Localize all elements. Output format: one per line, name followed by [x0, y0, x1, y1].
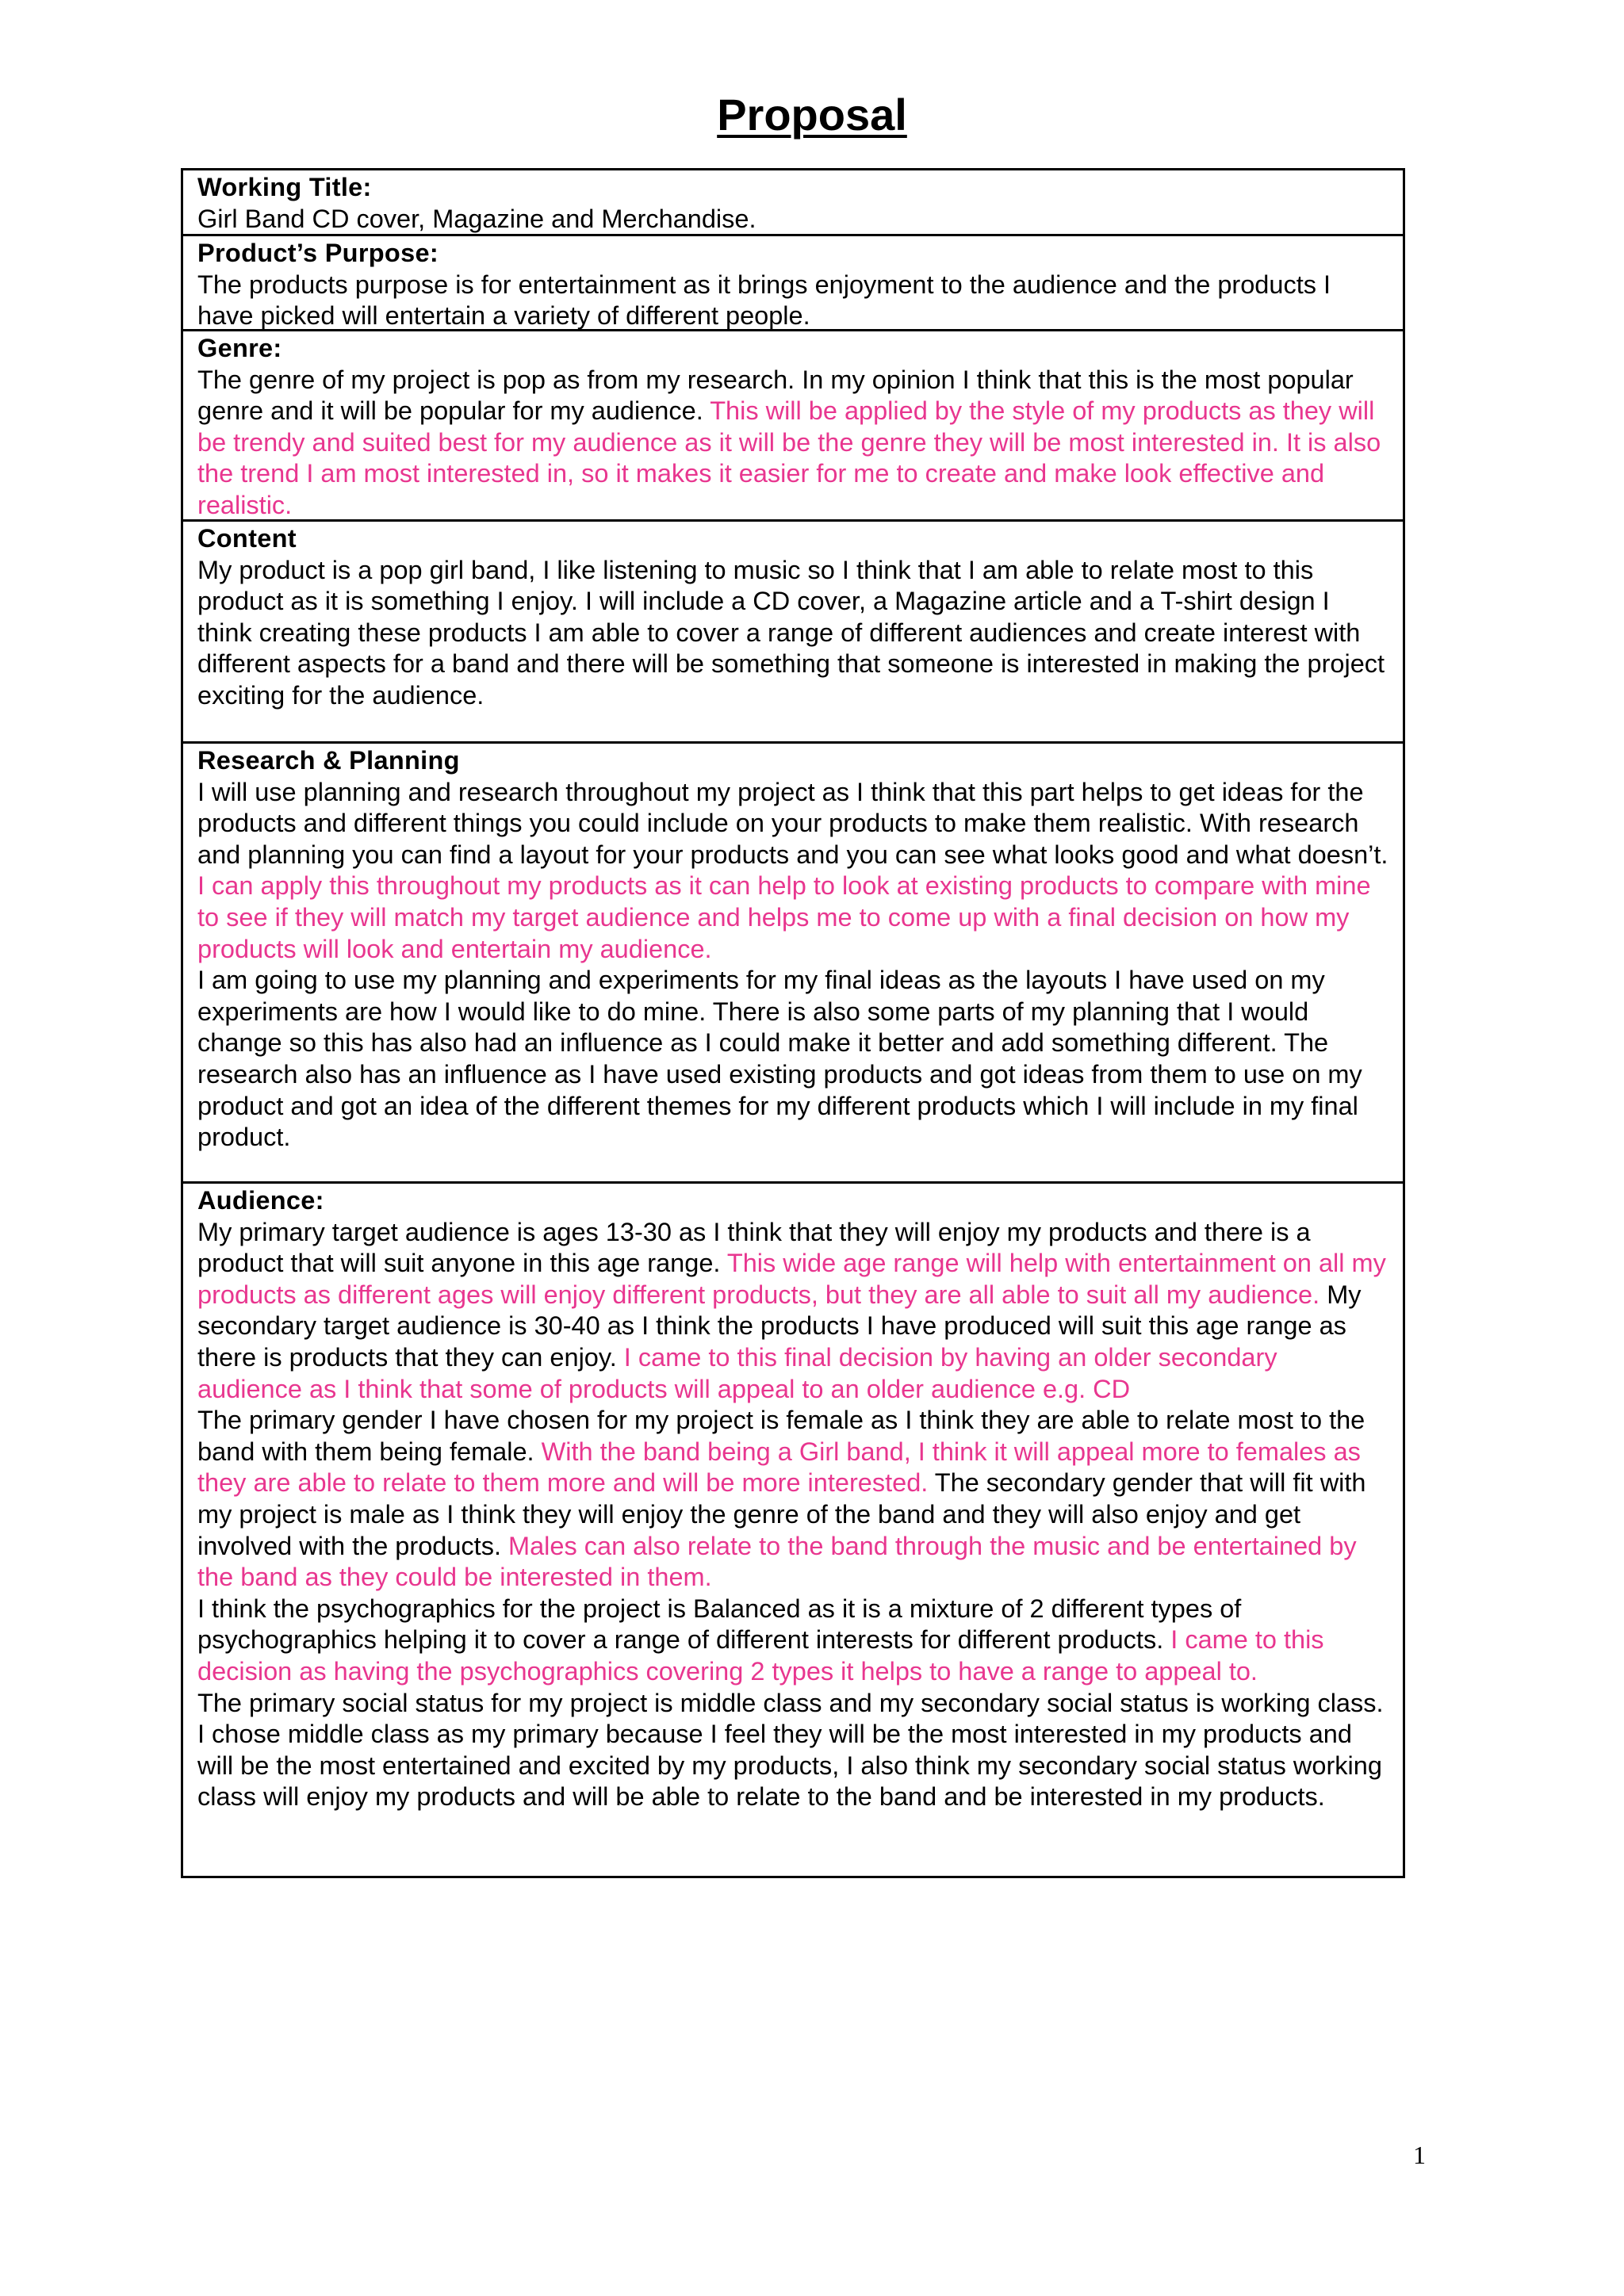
- research-planning-section: [183, 741, 1403, 1181]
- section-heading: Working Title:: [197, 173, 372, 201]
- section-text: The primary gender I have chosen for my project is female as I think they are able to relate most to the band with them being female.: [197, 1406, 1365, 1466]
- working-title-section: [183, 170, 1403, 234]
- section-text: My product is a pop girl band, I like listening to music so I think that I am able to relate most to this product as it is something I enjoy. I will include a CD cover, a Magazine article and a T-shirt design I think creating these products I am able to cover a range of different audiences and create interest with different aspects for a band and there will be something that someone is interested in making the project exciting for the audience.: [197, 555, 1385, 710]
- section-text: The genre of my project is pop as from my research. In my opinion I think that this is the most popular genre and it will be popular for my audience.: [197, 365, 1354, 426]
- section-text: The primary social status for my project is middle class and my secondary social status is working class. I chose middle class as my primary because I feel they will be the most interested in my products and will be the most entertained and excited by my products, I also think my secondary social status working class will enjoy my products and will be able to relate to the band and be interested in my products.: [197, 1688, 1384, 1812]
- section-text: I am going to use my planning and experiments for my final ideas as the layouts I have used on my experiments are how I would like to do mine. There is also some parts of my planning that I would change so this has also had an influence as I could make it better and add something different. The research also has an influence as I have used existing products and got ideas from them to use on my product and got an idea of the different themes for my different products which I will include in my final product.: [197, 966, 1362, 1152]
- highlighted-text: I came to this decision as having the psychographics covering 2 types it helps to have a range to appeal to.: [197, 1625, 1324, 1686]
- section-heading: Product’s Purpose:: [197, 239, 439, 267]
- section-heading: Audience:: [197, 1186, 324, 1215]
- page-number: 1: [1413, 2141, 1426, 2169]
- section-text: My secondary target audience is 30-40 as I think the products I have produced will suit this age range as there is products that they can enjoy.: [197, 1280, 1362, 1372]
- highlighted-text: I can apply this throughout my products as it can help to look at existing products to compare with mine to see if they will match my target audience and helps me to come up with a final decision on how my products will look and entertain my audience.: [197, 871, 1371, 963]
- section-paragraph: [197, 1217, 1388, 1406]
- highlighted-text: With the band being a Girl band, I think it will appeal more to females as they are able to relate to them more and will be more interested.: [197, 1437, 1361, 1498]
- section-paragraph: [197, 365, 1388, 522]
- page-title: Proposal: [717, 90, 907, 140]
- section-paragraph: [197, 1405, 1388, 1594]
- section-text: I will use planning and research throughout my project as I think that this part helps to get ideas for the products and different things you could include on your products to make them realistic. With research and planning you can find a layout for your products and you can see what looks good and what doesn’t.: [197, 777, 1388, 869]
- section-heading: Research & Planning: [197, 746, 460, 775]
- section-heading: Content: [197, 524, 297, 553]
- purpose-section: [183, 234, 1403, 329]
- section-text: I think the psychographics for the project is Balanced as it is a mixture of 2 different types of psychographics helping it to cover a range of different interests for different products.: [197, 1594, 1242, 1655]
- section-text: Girl Band CD cover, Magazine and Merchandise.: [197, 204, 756, 233]
- highlighted-text: This wide age range will help with entertainment on all my products as different ages will enjoy different products, but they are all able to suit all my audience.: [197, 1249, 1386, 1309]
- section-heading: Genre:: [197, 334, 282, 362]
- highlighted-text: Males can also relate to the band through the music and be entertained by the band as they could be interested in them.: [197, 1531, 1357, 1592]
- highlighted-text: This will be applied by the style of my products as they will be trendy and suited best for my audience as it will be the genre they will be most interested in. It is also the trend I am most interested in, so it makes it easier for me to create and make look effective and realistic.: [197, 396, 1381, 519]
- highlighted-text: I came to this final decision by having an older secondary audience as I think that some of products will appeal to an older audience e.g. CD: [197, 1342, 1277, 1403]
- content-section: [183, 519, 1403, 741]
- section-text: The secondary gender that will fit with my project is male as I think they will enjoy the genre of the band and they will also enjoy and get involved with the products.: [197, 1468, 1366, 1560]
- section-text: My primary target audience is ages 13-30 as I think that they will enjoy my products and there is a product that will suit anyone in this age range.: [197, 1217, 1311, 1278]
- proposal-table: [181, 168, 1405, 1878]
- section-paragraph: [197, 777, 1388, 966]
- audience-section: [183, 1181, 1403, 1876]
- section-paragraph: [197, 1594, 1388, 1688]
- section-text: The products purpose is for entertainment as it brings enjoyment to the audience and the products I have picked will entertain a variety of different people.: [197, 270, 1331, 331]
- genre-section: [183, 329, 1403, 519]
